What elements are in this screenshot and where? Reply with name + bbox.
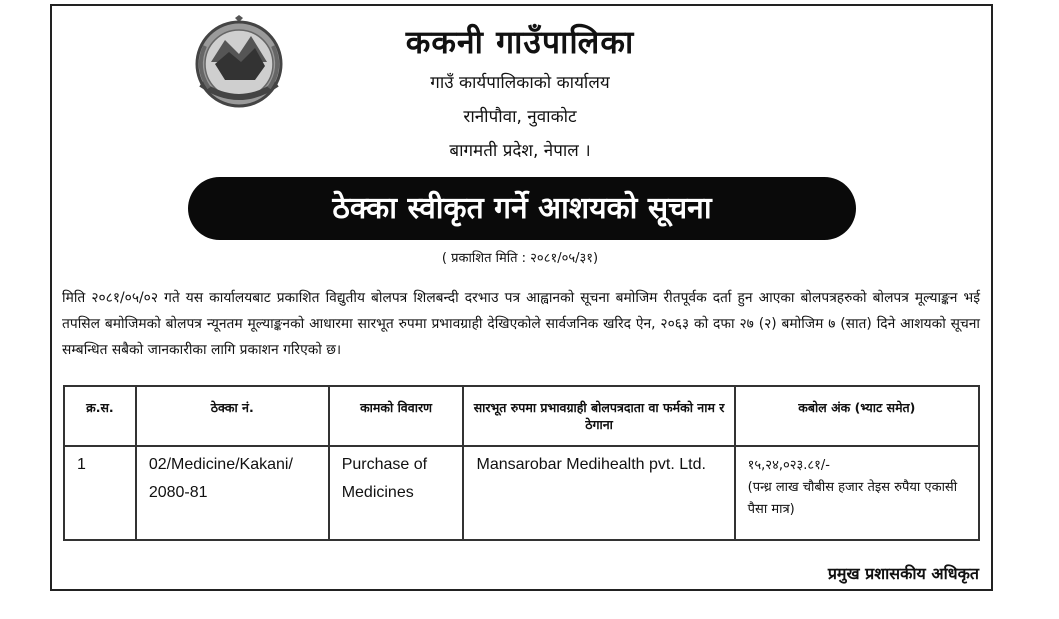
office-name: गाउँ कार्यपालिकाको कार्यालय (430, 73, 610, 93)
amount-figure: १५,२४,०२३.८१/- (747, 458, 830, 473)
signature-title: प्रमुख प्रशासकीय अधिकृत (827, 564, 979, 583)
header-bidder: सारभूत रुपमा प्रभावग्राही बोलपत्रदाता वा फर्मको नाम र ठेगाना (463, 386, 734, 446)
cell-contract-no: 02/Medicine/Kakani/ 2080-81 (136, 446, 329, 540)
cell-description: Purchase of Medicines (329, 446, 464, 540)
header-description: कामको विवारण (329, 386, 464, 446)
notice-body: मिति २०८१/०५/०२ गते यस कार्यालयबाट प्रकाशित विद्युतीय बोलपत्र शिलबन्दी दरभाउ पत्र आह्वानको सूचना बमोजिम रीतपूर्वक दर्ता हुन आएका बोलपत्रहरुको बोलपत्र मूल्याङ्कन भई तपसिल बमोजिमको बोलपत्र न्यूनतम मूल्याङ्कनको आधारमा सारभूत रुपमा प्रभावग्राही देखिएकोले सार्वजनिक खरिद ऐन, २०६३ को दफा २७ (२) बमोजिम ७ (सात) दिने आशयको सूचना सम्बन्धित सबैको जानकारीका लागि प्रकाशन गरिएको छ। (62, 290, 980, 358)
header-sn: क्र.स. (64, 386, 136, 446)
cell-amount (735, 446, 979, 540)
notice-title-banner: ठेक्का स्वीकृत गर्ने आशयको सूचना (188, 177, 856, 240)
province-line: बागमती प्रदेश, नेपाल । (449, 141, 591, 161)
cell-bidder: Mansarobar Medihealth pvt. Ltd. (463, 446, 734, 540)
office-address: रानीपौवा, नुवाकोट (463, 107, 577, 127)
award-table (63, 385, 980, 541)
cell-sn: 1 (64, 446, 136, 540)
table-header-row (64, 386, 979, 446)
published-date: ( प्रकाशित मिति : २०८१/०५/३१) (441, 251, 599, 266)
header-amount: कबोल अंक (भ्याट समेत) (735, 386, 979, 446)
header-contract-no: ठेक्का नं. (136, 386, 329, 446)
table-row (64, 446, 979, 540)
nepal-emblem-icon (185, 14, 293, 110)
org-name: ककनी गाउँपालिका (405, 23, 635, 61)
amount-words: (पन्ध्र लाख चौबीस हजार तेइस रुपैया एकासी पैसा मात्र) (747, 480, 958, 517)
